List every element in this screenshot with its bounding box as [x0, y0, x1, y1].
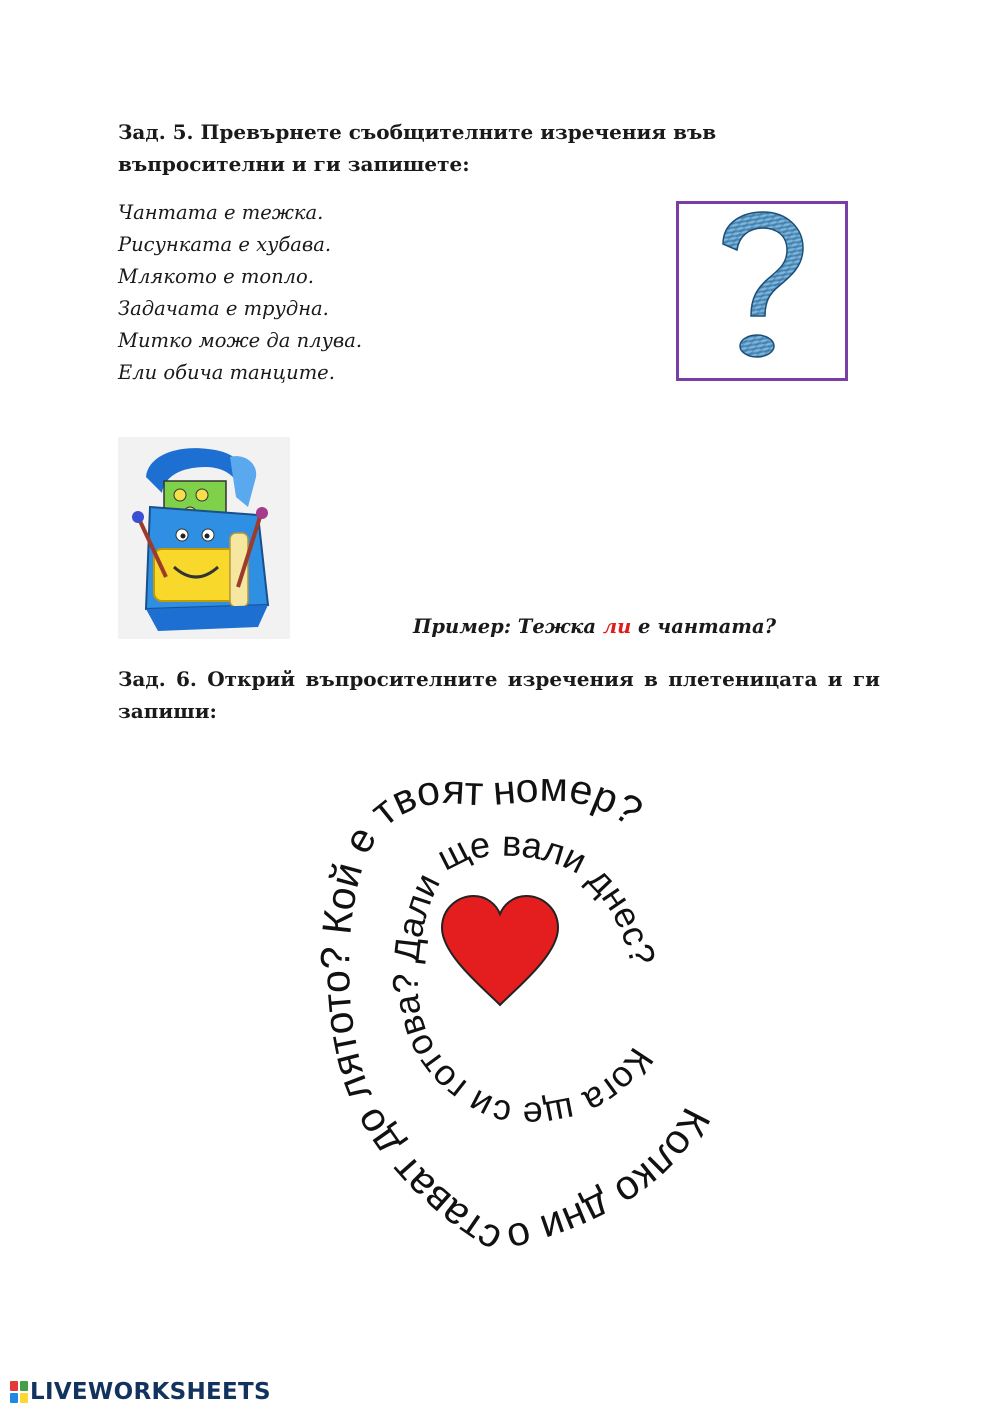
- task-6-line-2: запиши:: [118, 699, 217, 723]
- example-prefix: Пример: Тежка: [413, 615, 603, 638]
- liveworksheets-footer: [10, 1377, 271, 1407]
- backpack-image: [118, 437, 290, 639]
- spiral-inner-textpath: Кога ще си готова? Дали ще вали днес?: [384, 822, 664, 1136]
- liveworksheets-logo-icon: [10, 1381, 28, 1403]
- backpack-illustration: [118, 437, 290, 639]
- question-mark-image: [676, 201, 848, 381]
- spiral-heart-figure: [250, 760, 750, 1260]
- word-spiral: [250, 760, 750, 1260]
- task-6-line-1: Зад. 6. Открий въпросителните изречения в плетеницата и ги: [118, 667, 880, 691]
- question-mark-icon: [679, 204, 845, 378]
- sentence-2: Рисунката е хубава.: [118, 233, 332, 256]
- sentence-1: Чантата е тежка.: [118, 201, 324, 224]
- sentence-list: [118, 197, 362, 389]
- task-5-heading: Зад. 5. Превърнете съобщителните изречения във въпросителни и ги запишете:: [118, 120, 717, 176]
- sentence-3: Млякото е топло.: [118, 265, 314, 288]
- spiral-outer-textpath: Колко дни остават до лятото? Кой е твоят номер?: [311, 763, 720, 1260]
- example-suffix: е чантата?: [631, 615, 777, 638]
- task-6-heading: [118, 663, 880, 727]
- liveworksheets-brand: LIVEWORKSHEETS: [30, 1379, 271, 1405]
- sentence-5: Митко може да плува.: [118, 329, 363, 352]
- example-particle: ли: [602, 615, 632, 638]
- example-sentence: [413, 615, 776, 638]
- sentence-6: Ели обича танците.: [118, 361, 335, 384]
- sentence-4: Задачата е трудна.: [118, 297, 329, 320]
- heart-icon: [442, 896, 558, 1005]
